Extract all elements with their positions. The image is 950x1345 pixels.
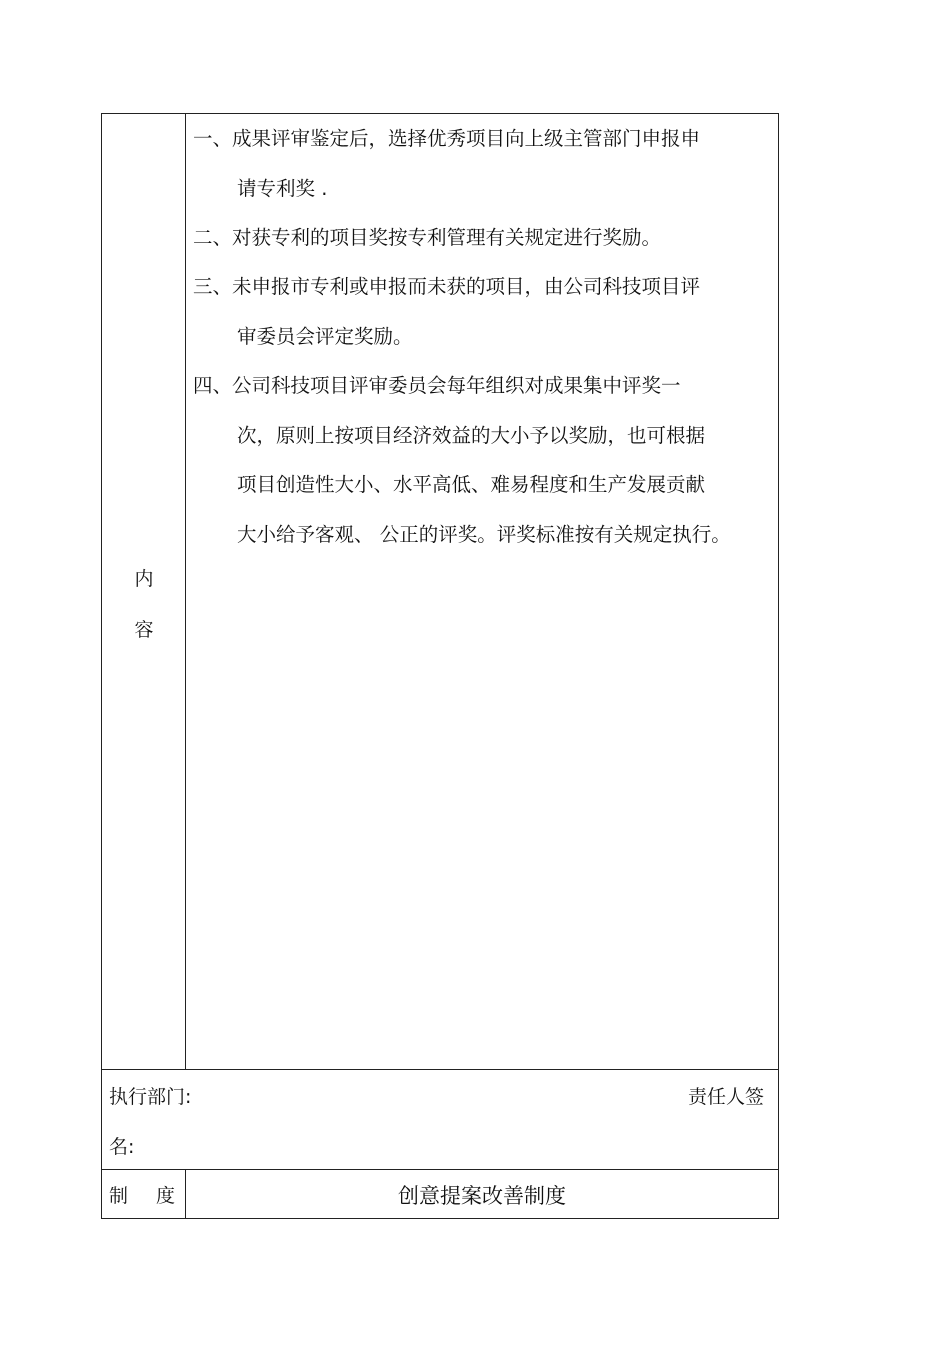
system-label-char-1: 制 [109, 1185, 129, 1207]
item-line: 项目创造性大小、水平高低、难易程度和生产发展贡献 [237, 473, 706, 496]
content-bottom-border [102, 1069, 778, 1070]
item-line: 审委员会评定奖励。 [237, 324, 413, 348]
system-title: 创意提案改善制度 [398, 1184, 566, 1208]
content-item-2 [193, 213, 783, 263]
item-number: 四、 [193, 374, 233, 397]
item-line: 大小给予客观、 公正的评奖。评奖标准按有关规定执行。 [237, 522, 731, 546]
content-item-1 [193, 114, 783, 213]
system-label [109, 1172, 175, 1220]
responsible-person-signature-label: 责任人签 [687, 1086, 764, 1108]
item-line: 对获专利的项目奖按专利管理有关规定进行奖励。 [232, 226, 662, 249]
signature-bottom-border [102, 1169, 778, 1170]
content-item-3 [193, 262, 783, 361]
item-line: 次，原则上按项目经济效益的大小予以奖励，也可根据 [237, 423, 706, 447]
content-label-char-2: 容 [134, 619, 154, 641]
item-line: 成果评审鉴定后，选择优秀项目向上级主管部门申报申 [232, 127, 701, 150]
item-number: 二、 [193, 226, 233, 249]
content-label-char-1: 内 [134, 568, 154, 590]
item-number: 一、 [193, 127, 233, 150]
system-label-char-2: 度 [155, 1185, 175, 1207]
item-line: 公司科技项目评审委员会每年组织对成果集中评奖一 [232, 374, 681, 397]
policy-form-table [101, 113, 779, 1219]
item-line: 请专利奖 . [237, 176, 328, 200]
executing-department-label: 执行部门: [109, 1086, 192, 1108]
content-label [102, 554, 186, 656]
content-item-4 [193, 361, 783, 559]
item-number: 三、 [193, 275, 233, 298]
name-label: 名: [109, 1136, 135, 1158]
item-line: 未申报市专利或申报而未获的项目，由公司科技项目评 [232, 275, 701, 298]
